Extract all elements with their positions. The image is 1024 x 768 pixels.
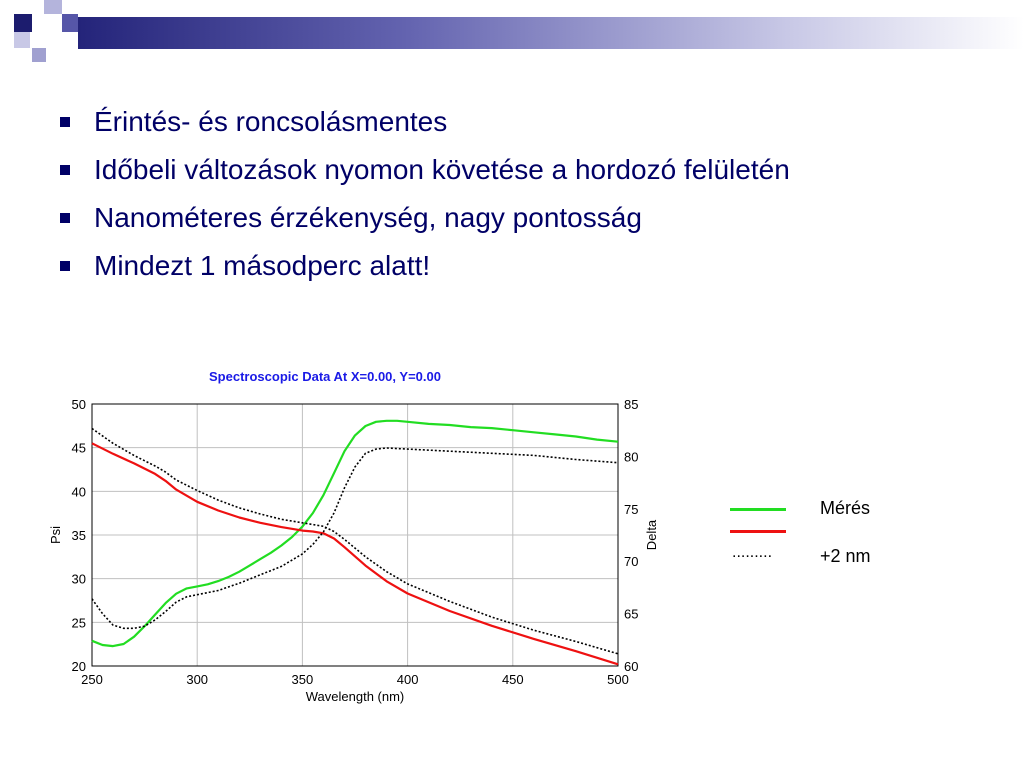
y-tick-label: 50: [71, 397, 86, 412]
bullet-text: Időbeli változások nyomon követése a hordozó felületén: [94, 154, 790, 185]
legend-item-red: [730, 520, 930, 544]
legend-item-meres: [730, 498, 930, 522]
header-square-pale: [14, 32, 30, 48]
y2-tick-label: 80: [624, 449, 639, 465]
y2-axis-label: Delta: [644, 519, 659, 551]
chart-legend: [730, 490, 930, 580]
legend-label: +2 nm: [820, 546, 871, 566]
chart-title: Spectroscopic Data At X=0.00, Y=0.00: [209, 369, 441, 384]
header-square-dark: [14, 14, 32, 32]
header-square-light: [44, 0, 62, 14]
x-tick-label: 500: [607, 672, 629, 687]
bullet-square-icon: [60, 117, 70, 127]
y2-tick-label: 75: [624, 501, 639, 517]
y-tick-label: 20: [71, 659, 86, 674]
legend-swatch-red: [730, 530, 786, 533]
y-tick-label: 35: [71, 528, 86, 543]
legend-item-2nm: [730, 546, 930, 570]
x-tick-label: 450: [501, 672, 524, 687]
bullet-item: [60, 194, 790, 242]
bullet-text: Érintés- és roncsolásmentes: [94, 106, 448, 137]
bullet-square-icon: [60, 165, 70, 175]
bullet-item: [60, 98, 790, 146]
y-axis-label: Psi: [48, 525, 63, 545]
y-tick-label: 40: [71, 484, 86, 500]
legend-label: Mérés: [820, 498, 871, 518]
legend-swatch-green: [730, 508, 786, 511]
bullet-text: Nanométeres érzékenység, nagy pontosság: [94, 202, 642, 233]
x-tick-label: 400: [396, 672, 419, 687]
bullet-list: [60, 98, 790, 290]
y-tick-label: 30: [71, 571, 86, 587]
header-square-bottom: [32, 48, 46, 62]
y2-tick-label: 70: [624, 554, 639, 570]
y2-tick-label: 65: [624, 606, 639, 622]
legend-swatch-dotted: .........: [732, 544, 773, 561]
bullet-text: Mindezt 1 másodperc alatt!: [94, 250, 431, 281]
x-tick-label: 250: [81, 672, 103, 687]
header-gradient-bar: [78, 17, 1024, 49]
x-tick-label: 300: [186, 672, 209, 687]
bullet-item: [60, 146, 790, 194]
y-tick-label: 45: [71, 440, 86, 456]
x-axis-label: Wavelength (nm): [305, 689, 405, 704]
bullet-square-icon: [60, 261, 70, 271]
bullet-square-icon: [60, 213, 70, 223]
y-tick-label: 25: [71, 615, 86, 631]
y2-tick-label: 85: [624, 397, 639, 412]
y2-tick-label: 60: [624, 659, 639, 674]
header-square-mid: [62, 14, 78, 32]
x-tick-label: 350: [291, 672, 314, 687]
spectroscopic-chart: [40, 360, 680, 720]
bullet-item: [60, 242, 790, 290]
